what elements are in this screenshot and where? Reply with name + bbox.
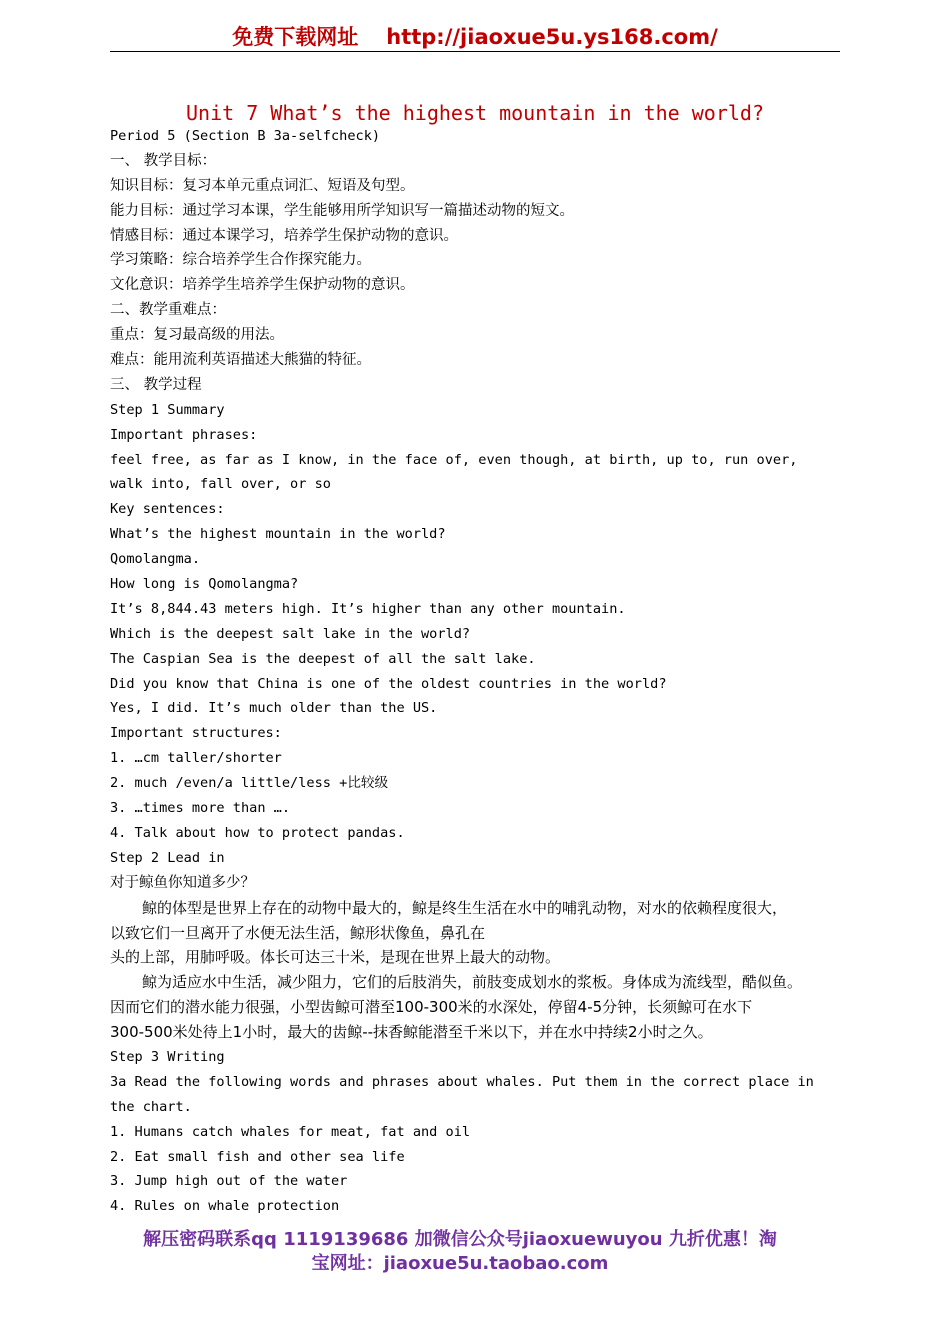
whale-paragraph-2-line-2: 因而它们的潜水能力很强，小型齿鲸可潜至100-300米的水深处，停留4-5分钟，长须鲸可在水下: [110, 998, 753, 1017]
sentence-line: What’s the highest mountain in the world?: [110, 526, 446, 543]
objective-emotion: 情感目标：通过本课学习，培养学生保护动物的意识。: [110, 227, 458, 244]
sentences-heading: Key sentences:: [110, 501, 225, 518]
document-body: [110, 124, 852, 1219]
phrases-line-2: walk into, fall over, or so: [110, 476, 331, 493]
task-3a-line-1: 3a Read the following words and phrases about whales. Put them in the correct place in: [110, 1073, 814, 1090]
footer-line-2[interactable]: 宝网址：jiaoxue5u.taobao.com: [311, 1253, 609, 1274]
sentence-line: Did you know that China is one of the oldest countries in the world?: [110, 675, 667, 692]
section-heading-process: 三、 教学过程: [110, 376, 202, 393]
footer-banner: [110, 1228, 810, 1276]
structures-heading: Important structures:: [110, 725, 282, 742]
task-item: 4. Rules on whale protection: [110, 1198, 340, 1215]
header-banner: [110, 22, 840, 52]
whale-paragraph-1-line-3: 头的上部，用肺呼吸。体长可达三十米，是现在世界上最大的动物。: [110, 948, 561, 967]
section-heading-key-points: 二、教学重难点：: [110, 302, 226, 319]
objective-knowledge: 知识目标：复习本单元重点词汇、短语及句型。: [110, 177, 415, 194]
task-item: 2. Eat small fish and other sea life: [110, 1148, 405, 1165]
structure-item: 3. …times more than ….: [110, 800, 291, 817]
sentence-line: Which is the deepest salt lake in the world?: [110, 625, 471, 642]
task-item: 3. Jump high out of the water: [110, 1173, 348, 1190]
structure-item: 1. …cm taller/shorter: [110, 750, 282, 767]
period-line: Period 5 (Section B 3a-selfcheck): [110, 128, 381, 144]
key-point: 重点：复习最高级的用法。: [110, 327, 284, 344]
lead-in-question: 对于鲸鱼你知道多少？: [110, 874, 255, 891]
whale-paragraph-1-line-2: 以致它们一旦离开了水便无法生活，鲸形状像鱼，鼻孔在: [110, 923, 486, 942]
difficult-point: 难点：能用流利英语描述大熊猫的特征。: [110, 352, 371, 369]
sentence-line: The Caspian Sea is the deepest of all the salt lake.: [110, 650, 536, 667]
whale-paragraph-2-line-3: 300-500米处待上1小时，最大的齿鲸--抹香鲸能潜至千米以下，并在水中持续2小时之久。: [110, 1023, 713, 1042]
section-heading-objectives: 一、 教学目标：: [110, 152, 217, 169]
phrases-heading: Important phrases:: [110, 426, 258, 443]
step1-heading: Step 1 Summary: [110, 401, 225, 418]
footer-line-1: 解压密码联系qq 1119139686 加微信公众号jiaoxuewuyou 九折优惠！淘: [143, 1229, 777, 1250]
whale-paragraph-1-line-1: 鲸的体型是世界上存在的动物中最大的，鲸是终生生活在水中的哺乳动物，对水的依赖程度很大，: [142, 898, 788, 917]
whale-paragraph-2-line-1: 鲸为适应水中生活，减少阻力，它们的后肢消失，前肢变成划水的浆板。身体成为流线型，酷似鱼。: [142, 973, 803, 992]
structure-item: 4. Talk about how to protect pandas.: [110, 824, 405, 841]
header-site-label: 免费下载网址: [232, 25, 359, 49]
header-site-url[interactable]: http://jiaoxue5u.ys168.com/: [386, 25, 718, 49]
header-divider: [110, 51, 840, 52]
sentence-line: Yes, I did. It’s much older than the US.: [110, 700, 438, 717]
task-3a-line-2: the chart.: [110, 1098, 192, 1115]
sentence-line: It’s 8,844.43 meters high. It’s higher than any other mountain.: [110, 600, 626, 617]
step2-heading: Step 2 Lead in: [110, 849, 225, 866]
objective-culture: 文化意识：培养学生培养学生保护动物的意识。: [110, 277, 415, 294]
step3-heading: Step 3 Writing: [110, 1048, 225, 1065]
phrases-line-1: feel free, as far as I know, in the face of, even though, at birth, up to, run over,: [110, 451, 798, 468]
objective-strategy: 学习策略：综合培养学生合作探究能力。: [110, 252, 371, 269]
document-title: Unit 7 What’s the highest mountain in the world?: [186, 101, 764, 125]
objective-ability: 能力目标：通过学习本课，学生能够用所学知识写一篇描述动物的短文。: [110, 202, 574, 219]
sentence-line: Qomolangma.: [110, 551, 201, 568]
task-item: 1. Humans catch whales for meat, fat and oil: [110, 1123, 471, 1140]
structure-item: 2. much /even/a little/less +比较级: [110, 775, 389, 792]
sentence-line: How long is Qomolangma?: [110, 576, 299, 593]
